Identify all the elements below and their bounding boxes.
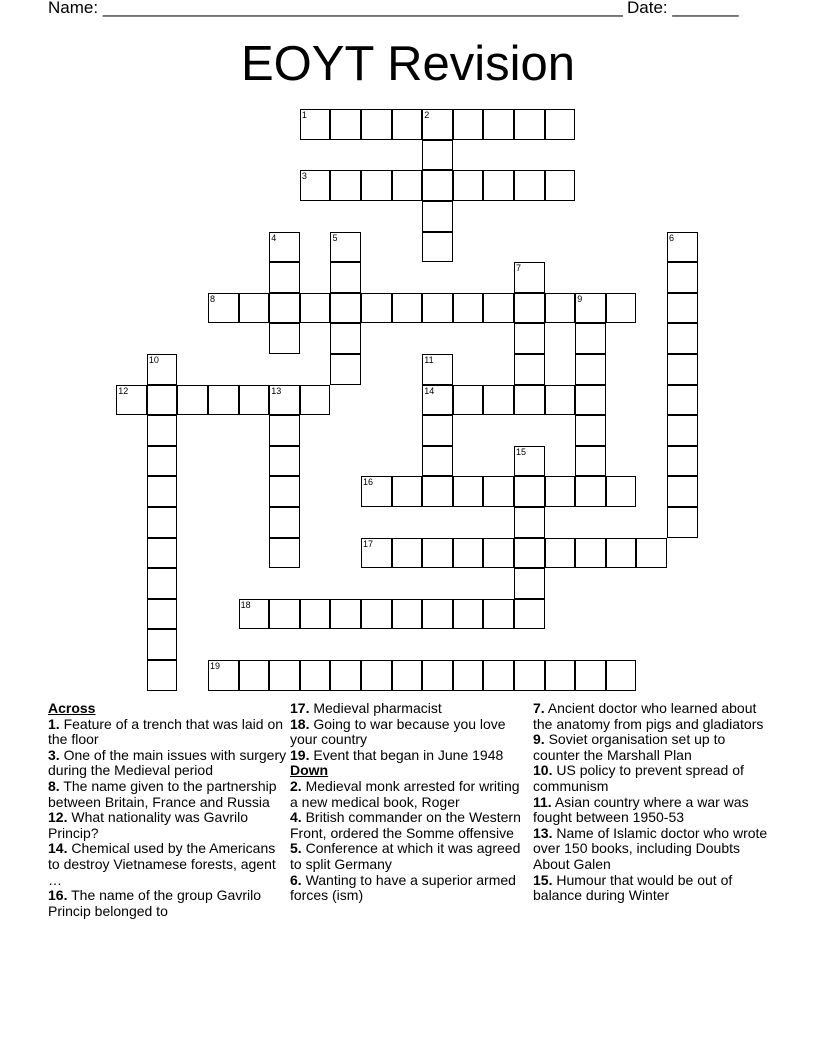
grid-cell[interactable]: [330, 232, 361, 263]
grid-cell[interactable]: [116, 385, 147, 416]
grid-cell[interactable]: [422, 140, 453, 171]
clue-number: 11.: [533, 793, 552, 810]
clue-text: Humour that would be out of balance during Winter: [533, 871, 733, 904]
clue-number: 9.: [533, 731, 545, 748]
grid-cell[interactable]: [606, 293, 637, 324]
clue-text: Soviet organisation set up to counter the Marshall Plan: [533, 731, 726, 763]
grid-cell[interactable]: [422, 170, 453, 201]
grid-cell[interactable]: [575, 323, 606, 354]
grid-cell[interactable]: [667, 323, 698, 354]
clue-10: [533, 763, 773, 794]
grid-cell[interactable]: [422, 660, 453, 691]
date-label: Date:: [627, 0, 668, 17]
grid-cell[interactable]: [545, 476, 576, 507]
grid-cell[interactable]: [239, 293, 270, 324]
grid-cell[interactable]: [330, 293, 361, 324]
grid-cell[interactable]: [422, 599, 453, 630]
clue-number: 1.: [48, 715, 60, 732]
grid-cell[interactable]: [269, 293, 300, 324]
grid-cell[interactable]: [147, 507, 178, 538]
grid-cell[interactable]: [300, 293, 331, 324]
clue-18: [290, 717, 530, 748]
grid-cell[interactable]: [269, 660, 300, 691]
clue-number-label: 5: [332, 232, 338, 243]
grid-cell[interactable]: [269, 323, 300, 354]
grid-cell[interactable]: [483, 385, 514, 416]
grid-cell[interactable]: [575, 385, 606, 416]
clue-number-label: 3: [301, 171, 307, 182]
clue-number-label: 16: [363, 477, 374, 488]
grid-cell[interactable]: [361, 599, 392, 630]
grid-cell[interactable]: [361, 660, 392, 691]
grid-cell[interactable]: [239, 385, 270, 416]
grid-cell[interactable]: [575, 293, 606, 324]
clue-text: Name of Islamic doctor who wrote over 150 books, including Doubts About Galen: [533, 824, 768, 872]
grid-cell[interactable]: [330, 323, 361, 354]
grid-cell[interactable]: [514, 293, 545, 324]
grid-cell[interactable]: [422, 385, 453, 416]
grid-cell[interactable]: [208, 660, 239, 691]
grid-cell[interactable]: [545, 538, 576, 569]
clue-number-label: 2: [424, 110, 430, 121]
grid-cell[interactable]: [422, 538, 453, 569]
grid-cell[interactable]: [575, 476, 606, 507]
clue-14: [48, 841, 288, 888]
grid-cell[interactable]: [361, 170, 392, 201]
clue-number: 5.: [290, 840, 302, 857]
grid-cell[interactable]: [575, 660, 606, 691]
grid-cell[interactable]: [453, 170, 484, 201]
grid-cell[interactable]: [545, 109, 576, 140]
clue-number: 13.: [533, 824, 553, 841]
grid-cell[interactable]: [514, 446, 545, 477]
clue-text: Medieval monk arrested for writing a new medical book, Roger: [290, 777, 520, 810]
date-line[interactable]: _______: [672, 0, 739, 17]
grid-cell[interactable]: [636, 538, 667, 569]
clue-text: The name of the group Gavrilo Princip belonged to: [48, 887, 261, 919]
grid-cell[interactable]: [575, 538, 606, 569]
grid-cell[interactable]: [667, 446, 698, 477]
grid-cell[interactable]: [392, 293, 423, 324]
grid-cell[interactable]: [514, 599, 545, 630]
grid-cell[interactable]: [300, 385, 331, 416]
grid-cell[interactable]: [147, 446, 178, 477]
grid-cell[interactable]: [514, 660, 545, 691]
grid-cell[interactable]: [606, 660, 637, 691]
clue-number-label: 17: [363, 538, 374, 549]
clue-number: 19.: [290, 746, 310, 763]
grid-cell[interactable]: [147, 476, 178, 507]
clue-number-label: 13: [271, 385, 282, 396]
grid-cell[interactable]: [514, 323, 545, 354]
grid-cell[interactable]: [269, 507, 300, 538]
clue-7: [533, 701, 773, 732]
grid-cell[interactable]: [483, 476, 514, 507]
grid-cell[interactable]: [269, 446, 300, 477]
grid-cell[interactable]: [575, 354, 606, 385]
clue-text: Chemical used by the Americans to destroy Vietnamese forests, agent …: [48, 840, 276, 888]
grid-cell[interactable]: [300, 109, 331, 140]
grid-cell[interactable]: [422, 446, 453, 477]
clue-number: 6.: [290, 871, 302, 888]
clue-text: One of the main issues with surgery during the Medieval period: [48, 746, 287, 779]
grid-cell[interactable]: [361, 109, 392, 140]
grid-cell[interactable]: [422, 109, 453, 140]
clue-3: [48, 748, 288, 779]
clue-number: 2.: [290, 777, 302, 794]
clue-number: 15.: [533, 871, 553, 888]
grid-cell[interactable]: [606, 476, 637, 507]
grid-cell[interactable]: [269, 599, 300, 630]
clue-number-label: 10: [148, 355, 159, 366]
grid-cell[interactable]: [269, 415, 300, 446]
grid-cell[interactable]: [361, 538, 392, 569]
clue-number: 17.: [290, 700, 310, 716]
grid-cell[interactable]: [667, 476, 698, 507]
clue-number: 14.: [48, 840, 68, 857]
grid-cell[interactable]: [269, 262, 300, 293]
clue-number: 16.: [48, 887, 68, 904]
grid-cell[interactable]: [514, 538, 545, 569]
grid-cell[interactable]: [514, 568, 545, 599]
clue-text: Ancient doctor who learned about the anatomy from pigs and gladiators: [533, 700, 764, 732]
grid-cell[interactable]: [392, 660, 423, 691]
grid-cell[interactable]: [208, 293, 239, 324]
grid-cell[interactable]: [177, 385, 208, 416]
clue-number-label: 18: [240, 599, 251, 610]
clue-8: [48, 779, 288, 810]
grid-cell[interactable]: [147, 385, 178, 416]
grid-cell[interactable]: [330, 170, 361, 201]
grid-cell[interactable]: [147, 354, 178, 385]
grid-cell[interactable]: [545, 170, 576, 201]
clue-17: [290, 701, 530, 717]
clue-12: [48, 810, 288, 841]
grid-cell[interactable]: [453, 660, 484, 691]
grid-cell[interactable]: [667, 415, 698, 446]
clues-column-1: [48, 701, 288, 919]
clue-text: Going to war because you love your country: [290, 715, 506, 748]
grid-cell[interactable]: [514, 476, 545, 507]
grid-cell[interactable]: [575, 415, 606, 446]
clue-19: [290, 748, 530, 764]
clue-number: 8.: [48, 777, 60, 794]
clue-6: [290, 873, 530, 904]
clue-text: Feature of a trench that was laid on the floor: [48, 715, 284, 748]
clue-text: Event that began in June 1948: [313, 746, 504, 763]
grid-cell[interactable]: [667, 293, 698, 324]
grid-cell[interactable]: [300, 170, 331, 201]
grid-cell[interactable]: [330, 660, 361, 691]
grid-cell[interactable]: [545, 385, 576, 416]
grid-cell[interactable]: [147, 568, 178, 599]
clue-11: [533, 795, 773, 826]
grid-cell[interactable]: [422, 354, 453, 385]
grid-cell[interactable]: [483, 599, 514, 630]
grid-cell[interactable]: [269, 385, 300, 416]
clue-text: Conference at which it was agreed to split Germany: [290, 840, 521, 872]
grid-cell[interactable]: [483, 660, 514, 691]
grid-cell[interactable]: [269, 476, 300, 507]
name-field[interactable]: [48, 0, 623, 18]
grid-cell[interactable]: [453, 599, 484, 630]
clue-number-label: 4: [271, 232, 277, 243]
clue-text: British commander on the Western Front, ordered the Somme offensive: [290, 809, 521, 841]
across-heading: Across: [48, 700, 96, 716]
grid-cell[interactable]: [453, 109, 484, 140]
grid-cell[interactable]: [514, 109, 545, 140]
clue-number-label: 9: [577, 293, 583, 304]
clue-number: 7.: [533, 700, 545, 716]
clue-2: [290, 779, 530, 810]
page-title: EOYT Revision: [240, 37, 576, 91]
clue-number: 4.: [290, 809, 302, 826]
grid-cell[interactable]: [453, 293, 484, 324]
grid-cell[interactable]: [453, 385, 484, 416]
grid-cell[interactable]: [575, 446, 606, 477]
grid-cell[interactable]: [483, 293, 514, 324]
grid-cell[interactable]: [208, 385, 239, 416]
grid-cell[interactable]: [667, 232, 698, 263]
grid-cell[interactable]: [330, 599, 361, 630]
grid-cell[interactable]: [330, 262, 361, 293]
clue-13: [533, 826, 773, 873]
grid-cell[interactable]: [606, 538, 637, 569]
grid-cell[interactable]: [667, 354, 698, 385]
clue-9: [533, 732, 773, 763]
clue-number-label: 15: [516, 446, 527, 457]
grid-cell[interactable]: [422, 201, 453, 232]
clues-column-3: [533, 701, 773, 904]
down-heading: Down: [290, 762, 329, 779]
grid-cell[interactable]: [667, 262, 698, 293]
clue-number-label: 6: [669, 232, 675, 243]
grid-cell[interactable]: [330, 109, 361, 140]
grid-cell[interactable]: [514, 507, 545, 538]
grid-cell[interactable]: [392, 109, 423, 140]
grid-cell[interactable]: [361, 476, 392, 507]
clue-number-label: 11: [424, 355, 434, 366]
grid-cell[interactable]: [300, 660, 331, 691]
grid-cell[interactable]: [453, 538, 484, 569]
grid-cell[interactable]: [545, 660, 576, 691]
grid-cell[interactable]: [514, 354, 545, 385]
clue-number: 10.: [533, 762, 553, 779]
grid-cell[interactable]: [239, 660, 270, 691]
grid-cell[interactable]: [545, 293, 576, 324]
grid-cell[interactable]: [269, 538, 300, 569]
grid-cell[interactable]: [239, 599, 270, 630]
grid-cell[interactable]: [147, 660, 178, 691]
clue-text: What nationality was Gavrilo Princip?: [48, 809, 248, 841]
grid-cell[interactable]: [514, 262, 545, 293]
grid-cell[interactable]: [422, 232, 453, 263]
clue-16: [48, 888, 288, 919]
grid-cell[interactable]: [667, 507, 698, 538]
grid-cell[interactable]: [483, 538, 514, 569]
grid-cell[interactable]: [147, 538, 178, 569]
name-line[interactable]: _______________________________________________________: [102, 0, 623, 17]
grid-cell[interactable]: [514, 385, 545, 416]
clue-5: [290, 841, 530, 872]
clue-number-label: 1: [301, 110, 307, 121]
grid-cell[interactable]: [361, 293, 392, 324]
clue-text: Medieval pharmacist: [313, 700, 442, 716]
clue-number-label: 14: [424, 385, 435, 396]
clue-text: The name given to the partnership between Britain, France and Russia: [48, 777, 277, 810]
grid-cell[interactable]: [147, 415, 178, 446]
grid-cell[interactable]: [300, 599, 331, 630]
name-label: Name:: [48, 0, 99, 17]
clue-number-label: 12: [118, 385, 129, 396]
grid-cell[interactable]: [483, 109, 514, 140]
date-field[interactable]: [627, 0, 739, 18]
clue-text: Wanting to have a superior armed forces (ism): [290, 871, 516, 904]
grid-cell[interactable]: [514, 170, 545, 201]
clue-number: 18.: [290, 715, 310, 732]
grid-cell[interactable]: [392, 538, 423, 569]
grid-cell[interactable]: [483, 170, 514, 201]
grid-cell[interactable]: [422, 293, 453, 324]
grid-cell[interactable]: [147, 629, 178, 660]
clue-text: US policy to prevent spread of communism: [533, 762, 744, 794]
grid-cell[interactable]: [269, 232, 300, 263]
clue-number: 12.: [48, 809, 68, 826]
grid-cell[interactable]: [392, 599, 423, 630]
grid-cell[interactable]: [330, 354, 361, 385]
clue-15: [533, 873, 773, 904]
grid-cell[interactable]: [147, 599, 178, 630]
grid-cell[interactable]: [667, 385, 698, 416]
grid-cell[interactable]: [392, 476, 423, 507]
grid-cell[interactable]: [453, 476, 484, 507]
clues-column-2: [290, 701, 530, 904]
grid-cell[interactable]: [392, 170, 423, 201]
grid-cell[interactable]: [422, 476, 453, 507]
clue-number-label: 7: [516, 263, 522, 274]
clue-number-label: 8: [210, 293, 216, 304]
clue-text: Asian country where a war was fought between 1950-53: [533, 793, 749, 826]
grid-cell[interactable]: [422, 415, 453, 446]
clue-4: [290, 810, 530, 841]
clue-number: 3.: [48, 746, 60, 763]
clue-1: [48, 717, 288, 748]
clue-number-label: 19: [210, 661, 221, 672]
